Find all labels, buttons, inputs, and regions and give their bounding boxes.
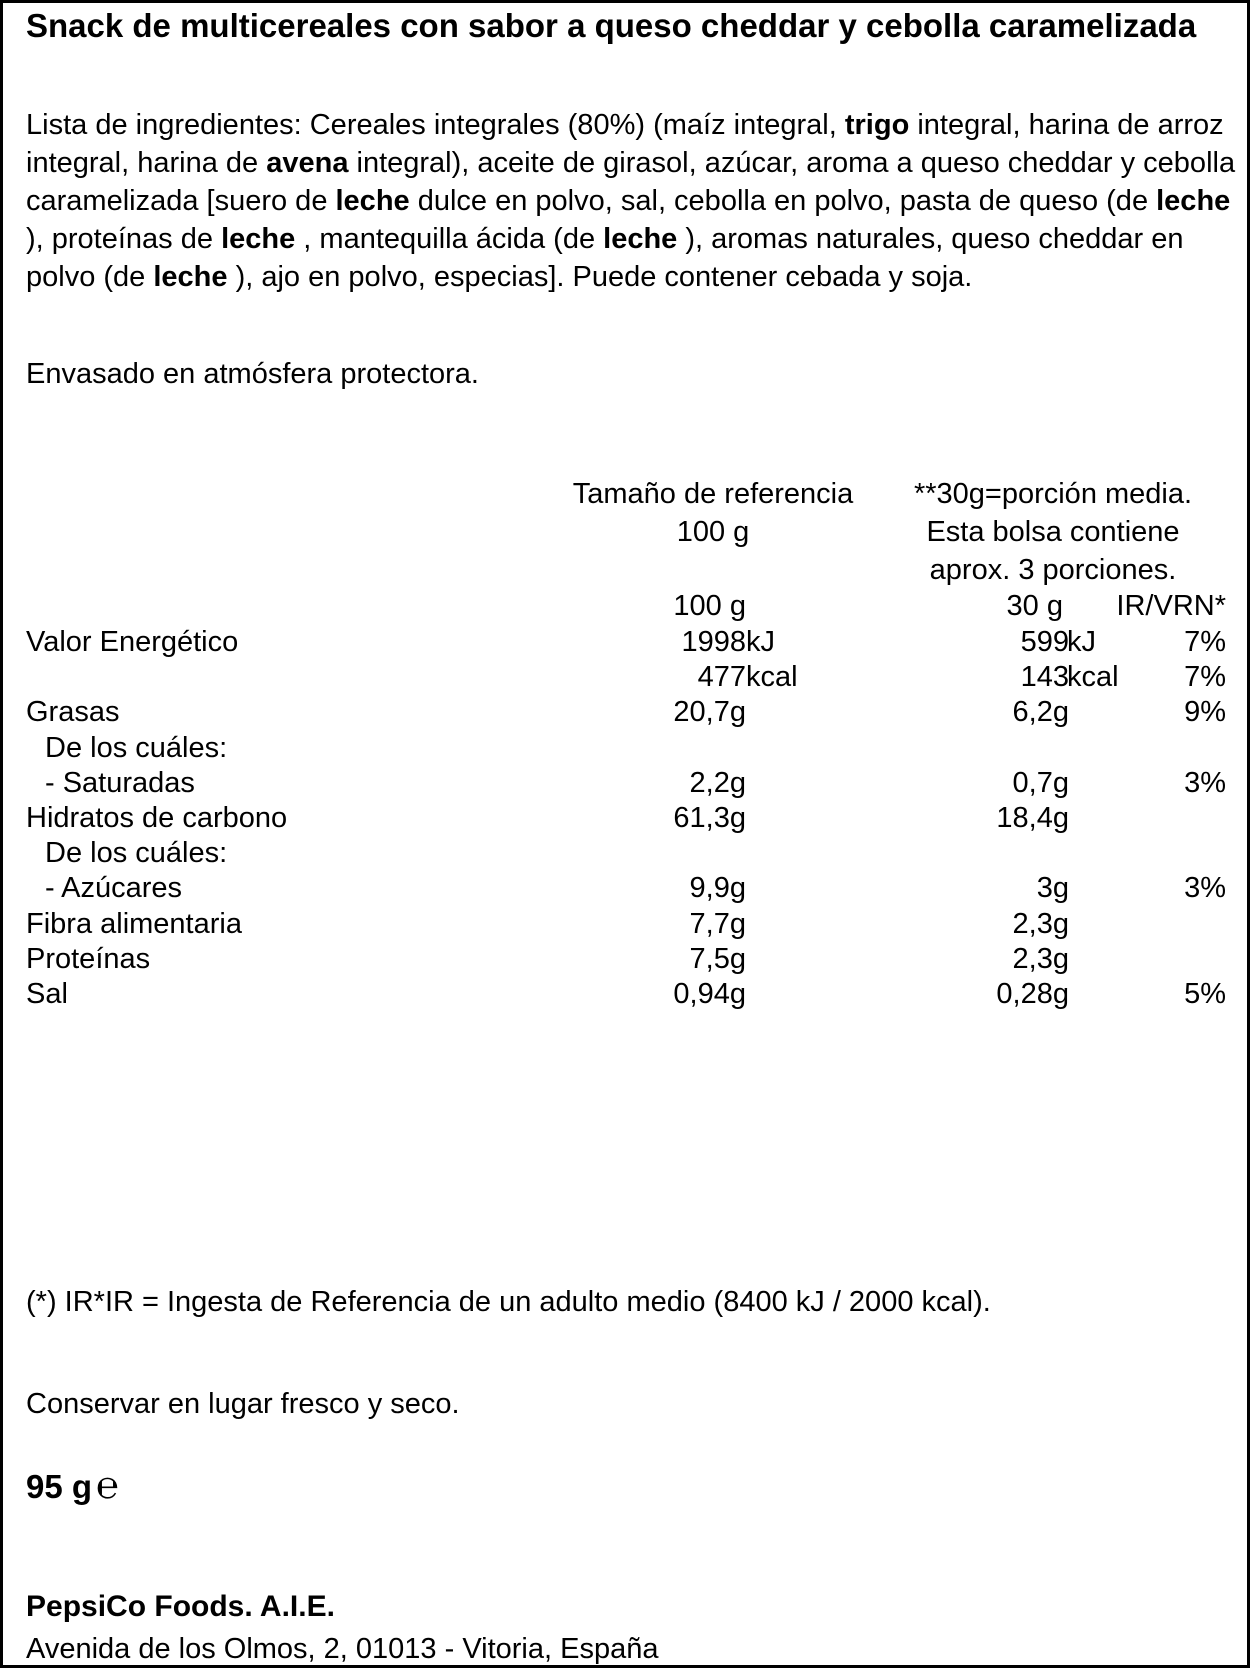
ingredient-text: Lista de ingredientes: Cereales integrales (80%) (maíz integral,	[26, 109, 845, 141]
value-per-30g: 18,4g	[996, 802, 1069, 834]
ingredient-text: integral), aceite de girasol, azúcar, aroma a queso cheddar y cebolla caramelizada [suero de	[26, 147, 1236, 217]
net-weight-value: 95 g	[26, 1468, 93, 1505]
allergen: avena	[266, 147, 349, 179]
table-row	[26, 658, 1226, 696]
header-per-100g: 100 g	[673, 590, 746, 622]
ir-vrn-percent: 7%	[1184, 626, 1226, 658]
ir-vrn-percent: 3%	[1184, 872, 1226, 904]
row-label: De los cuáles:	[45, 837, 228, 869]
unit-per-100g: kcal	[746, 661, 798, 693]
row-label: Proteínas	[26, 943, 151, 975]
value-per-30g: 2,3g	[1012, 908, 1069, 940]
portion-info-line: aprox. 3 porciones.	[929, 554, 1177, 586]
header-per-30g: 30 g	[1006, 590, 1063, 622]
value-per-30g: 143	[1020, 661, 1069, 693]
portion-info	[883, 475, 1223, 589]
product-title: Snack de multicereales con sabor a queso cheddar y cebolla caramelizada	[26, 7, 1197, 44]
table-row	[26, 940, 1226, 978]
ingredient-text: dulce en polvo, sal, cebolla en polvo, pasta de queso (de	[409, 185, 1157, 217]
allergen: leche	[1156, 185, 1231, 217]
row-label: Hidratos de carbono	[26, 802, 288, 834]
header-ir-vrn: IR/VRN*	[1116, 590, 1226, 622]
row-label: Grasas	[26, 696, 120, 728]
value-per-100g: 1998	[681, 626, 746, 658]
table-row	[26, 764, 1226, 802]
allergen: trigo	[844, 109, 910, 141]
packaging-note: Envasado en atmósfera protectora.	[26, 358, 479, 390]
table-row	[26, 905, 1226, 943]
ir-vrn-percent: 5%	[1184, 978, 1226, 1010]
ir-vrn-percent: 3%	[1184, 767, 1226, 799]
value-per-30g: 599	[1020, 626, 1069, 658]
row-label: De los cuáles:	[45, 732, 228, 764]
unit-per-30g: kcal	[1067, 661, 1119, 693]
allergen: leche	[221, 223, 296, 255]
value-per-100g: 61,3g	[673, 802, 746, 834]
value-per-30g: 3g	[1036, 872, 1069, 904]
value-per-100g: 477	[697, 661, 746, 693]
portion-info-line: Esta bolsa contiene	[926, 516, 1180, 548]
value-per-100g: 20,7g	[673, 696, 746, 728]
row-label: Sal	[26, 978, 68, 1010]
ingredient-text: integral, harina de arroz integral, harina de	[26, 109, 1224, 179]
ingredient-text: ), aromas naturales, queso cheddar en polvo (de	[26, 223, 1184, 293]
value-per-30g: 2,3g	[1012, 943, 1069, 975]
reference-size-value: 100 g	[676, 516, 750, 548]
value-per-100g: 7,5g	[689, 943, 746, 975]
company-name: PepsiCo Foods. A.I.E.	[26, 1590, 335, 1623]
ir-vrn-percent: 7%	[1184, 661, 1226, 693]
net-weight	[26, 1463, 119, 1507]
value-per-30g: 0,28g	[996, 978, 1069, 1010]
ingredient-text: , mantequilla ácida (de	[295, 223, 604, 255]
value-per-100g: 2,2g	[689, 767, 746, 799]
allergen: leche	[603, 223, 678, 255]
table-row	[26, 729, 1226, 767]
value-per-100g: 0,94g	[673, 978, 746, 1010]
ir-vrn-percent: 9%	[1184, 696, 1226, 728]
row-label: Valor Energético	[26, 626, 239, 658]
unit-per-30g: kJ	[1067, 626, 1096, 658]
reference-size-label: Tamaño de referencia	[572, 478, 854, 510]
footnote: (*) IR*IR = Ingesta de Referencia de un adulto medio (8400 kJ / 2000 kcal).	[26, 1286, 991, 1318]
table-row	[26, 869, 1226, 907]
ingredients-list	[26, 106, 1236, 296]
ingredient-text: ), proteínas de	[26, 223, 222, 255]
reference-size	[563, 475, 863, 551]
value-per-100g: 9,9g	[689, 872, 746, 904]
value-per-30g: 6,2g	[1012, 696, 1069, 728]
unit-per-100g: kJ	[746, 626, 775, 658]
table-row	[26, 623, 1226, 661]
table-row	[26, 799, 1226, 837]
allergen: leche	[335, 185, 410, 217]
row-label: - Saturadas	[45, 767, 195, 799]
portion-info-line: **30g=porción media.	[913, 478, 1193, 510]
row-label: - Azúcares	[45, 872, 182, 904]
value-per-30g: 0,7g	[1012, 767, 1069, 799]
table-row	[26, 834, 1226, 872]
allergen: leche	[153, 261, 228, 293]
ingredient-text: ), ajo en polvo, especias]. Puede contener cebada y soja.	[227, 261, 973, 293]
value-per-100g: 7,7g	[689, 908, 746, 940]
table-header	[26, 587, 1226, 625]
table-row	[26, 975, 1226, 1013]
company-address: Avenida de los Olmos, 2, 01013 - Vitoria, España	[26, 1633, 659, 1665]
estimated-sign-icon: ℮	[96, 1463, 119, 1507]
row-label: Fibra alimentaria	[26, 908, 242, 940]
table-row	[26, 693, 1226, 731]
storage-note: Conservar en lugar fresco y seco.	[26, 1388, 460, 1420]
